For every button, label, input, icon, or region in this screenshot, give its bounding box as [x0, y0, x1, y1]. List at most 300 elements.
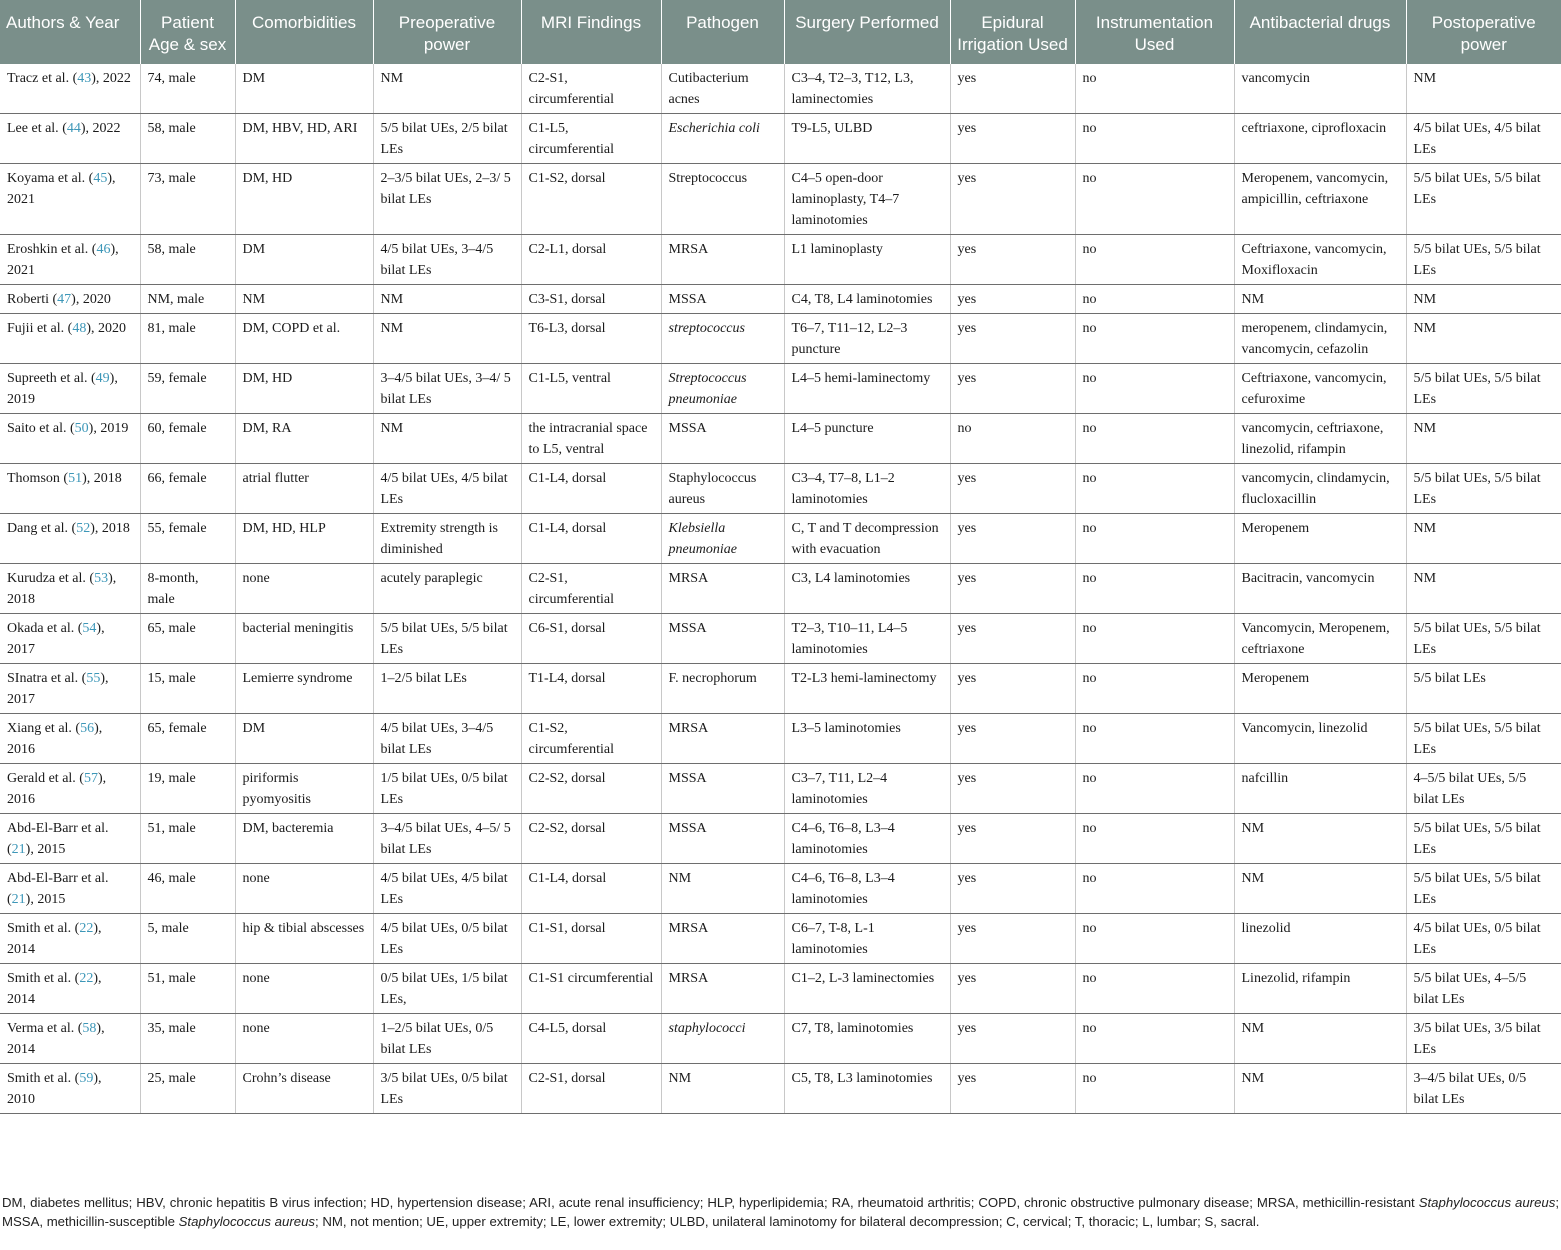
- publication-year: 2014: [7, 1042, 35, 1057]
- header-preoperative-power: Preoperative power: [373, 0, 521, 64]
- table-body: [0, 64, 1561, 1114]
- reference-link[interactable]: 52: [76, 521, 91, 536]
- author-name: Eroshkin et al.: [7, 242, 89, 257]
- cell-postoperative-power: 5/5 bilat UEs, 5/5 bilat LEs: [1406, 714, 1561, 764]
- table-row: [0, 114, 1561, 164]
- cell-epidural-irrigation: yes: [950, 235, 1075, 285]
- reference-link[interactable]: 49: [95, 371, 110, 386]
- cell-instrumentation: no: [1075, 764, 1234, 814]
- cell-age-sex: 81, male: [140, 314, 235, 364]
- reference-link[interactable]: 44: [66, 121, 81, 136]
- cell-preoperative-power: acutely paraplegic: [373, 564, 521, 614]
- cell-epidural-irrigation: yes: [950, 914, 1075, 964]
- cell-comorbidities: piriformis pyomyositis: [235, 764, 373, 814]
- cell-comorbidities: atrial flutter: [235, 464, 373, 514]
- reference-link[interactable]: 54: [82, 621, 97, 636]
- cell-antibacterial-drugs: Ceftriaxone, vancomycin, Moxifloxacin: [1234, 235, 1406, 285]
- cell-antibacterial-drugs: Vancomycin, Meropenem, ceftriaxone: [1234, 614, 1406, 664]
- cell-age-sex: 46, male: [140, 864, 235, 914]
- header-age-sex: Patient Age & sex: [140, 0, 235, 64]
- cell-comorbidities: DM, HD: [235, 164, 373, 235]
- cell-pathogen: MSSA: [661, 414, 784, 464]
- author-name: Gerald et al.: [7, 771, 76, 786]
- cell-mri-findings: C1-S1, dorsal: [521, 914, 661, 964]
- cell-authors-year: Kurudza et al. (53), 2018: [0, 564, 140, 614]
- cell-preoperative-power: 4/5 bilat UEs, 0/5 bilat LEs: [373, 914, 521, 964]
- publication-year: 2010: [7, 1092, 35, 1107]
- publication-year: 2015: [37, 892, 66, 907]
- cell-surgery-performed: T9-L5, ULBD: [784, 114, 950, 164]
- table-row: [0, 514, 1561, 564]
- cell-instrumentation: no: [1075, 285, 1234, 314]
- cell-instrumentation: no: [1075, 814, 1234, 864]
- publication-year: 2018: [101, 521, 130, 536]
- cell-preoperative-power: 3–4/5 bilat UEs, 4–5/ 5 bilat LEs: [373, 814, 521, 864]
- cell-antibacterial-drugs: NM: [1234, 864, 1406, 914]
- cell-postoperative-power: 5/5 bilat UEs, 5/5 bilat LEs: [1406, 164, 1561, 235]
- cell-instrumentation: no: [1075, 864, 1234, 914]
- cell-comorbidities: DM, HD: [235, 364, 373, 414]
- cell-postoperative-power: NM: [1406, 564, 1561, 614]
- cell-epidural-irrigation: yes: [950, 664, 1075, 714]
- cell-authors-year: Roberti (47), 2020: [0, 285, 140, 314]
- cell-epidural-irrigation: yes: [950, 714, 1075, 764]
- cell-preoperative-power: 0/5 bilat UEs, 1/5 bilat LEs,: [373, 964, 521, 1014]
- reference-link[interactable]: 57: [83, 771, 98, 786]
- cell-antibacterial-drugs: vancomycin, ceftriaxone, linezolid, rifampin: [1234, 414, 1406, 464]
- cell-mri-findings: C6-S1, dorsal: [521, 614, 661, 664]
- cell-pathogen: Streptococcus: [661, 164, 784, 235]
- reference-link[interactable]: 21: [11, 842, 26, 857]
- table-footnote: [0, 1193, 1561, 1231]
- cell-mri-findings: C2-S1, dorsal: [521, 1064, 661, 1114]
- cell-instrumentation: no: [1075, 364, 1234, 414]
- cell-comorbidities: Lemierre syndrome: [235, 664, 373, 714]
- reference-link[interactable]: 51: [68, 471, 83, 486]
- cell-postoperative-power: 5/5 bilat LEs: [1406, 664, 1561, 714]
- cell-mri-findings: C2-S2, dorsal: [521, 764, 661, 814]
- cell-surgery-performed: C, T and T decompression with evacuation: [784, 514, 950, 564]
- cell-authors-year: Smith et al. (22), 2014: [0, 914, 140, 964]
- cell-mri-findings: C2-S1, circumferential: [521, 64, 661, 114]
- cell-comorbidities: DM: [235, 235, 373, 285]
- table-row: [0, 314, 1561, 364]
- author-name: Abd-El-Barr et al.: [7, 821, 109, 836]
- cell-pathogen: MSSA: [661, 614, 784, 664]
- cell-age-sex: 59, female: [140, 364, 235, 414]
- reference-link[interactable]: 47: [57, 292, 72, 307]
- cell-postoperative-power: 5/5 bilat UEs, 4–5/5 bilat LEs: [1406, 964, 1561, 1014]
- cell-preoperative-power: NM: [373, 285, 521, 314]
- cell-age-sex: 65, female: [140, 714, 235, 764]
- cell-mri-findings: C1-S2, dorsal: [521, 164, 661, 235]
- cell-epidural-irrigation: yes: [950, 1064, 1075, 1114]
- cell-comorbidities: DM, bacteremia: [235, 814, 373, 864]
- cell-pathogen: F. necrophorum: [661, 664, 784, 714]
- author-name: Roberti: [7, 292, 49, 307]
- footnote-text-1: DM, diabetes mellitus; HBV, chronic hepatitis B virus infection; HD, hypertension disease; ARI, acute renal insufficiency; HLP, hyperlipidemia; RA, rheumatoid arthritis; COPD, chronic obstructive pulmonary disease; MRSA, methicillin-resistant: [2, 1195, 1419, 1210]
- cell-surgery-performed: L4–5 hemi-laminectomy: [784, 364, 950, 414]
- cell-pathogen: MRSA: [661, 235, 784, 285]
- table-row: [0, 814, 1561, 864]
- cell-surgery-performed: C3, L4 laminotomies: [784, 564, 950, 614]
- publication-year: 2014: [7, 942, 35, 957]
- cell-epidural-irrigation: yes: [950, 464, 1075, 514]
- cell-surgery-performed: C3–4, T7–8, L1–2 laminotomies: [784, 464, 950, 514]
- table-row: [0, 564, 1561, 614]
- cell-authors-year: Abd-El-Barr et al. (21), 2015: [0, 814, 140, 864]
- cell-pathogen: NM: [661, 1064, 784, 1114]
- cell-comorbidities: none: [235, 564, 373, 614]
- cell-instrumentation: no: [1075, 414, 1234, 464]
- cell-mri-findings: C2-S1, circumferential: [521, 564, 661, 614]
- cell-postoperative-power: 3–4/5 bilat UEs, 0/5 bilat LEs: [1406, 1064, 1561, 1114]
- cell-age-sex: 15, male: [140, 664, 235, 714]
- cell-preoperative-power: 2–3/5 bilat UEs, 2–3/ 5 bilat LEs: [373, 164, 521, 235]
- cell-authors-year: Abd-El-Barr et al. (21), 2015: [0, 864, 140, 914]
- cell-postoperative-power: NM: [1406, 285, 1561, 314]
- cell-comorbidities: DM, HD, HLP: [235, 514, 373, 564]
- cell-surgery-performed: C7, T8, laminotomies: [784, 1014, 950, 1064]
- table-row: [0, 1014, 1561, 1064]
- cell-comorbidities: DM: [235, 714, 373, 764]
- cell-authors-year: Smith et al. (22), 2014: [0, 964, 140, 1014]
- cell-pathogen: MRSA: [661, 714, 784, 764]
- cell-antibacterial-drugs: Linezolid, rifampin: [1234, 964, 1406, 1014]
- cell-epidural-irrigation: yes: [950, 814, 1075, 864]
- cell-pathogen: Escherichia coli: [661, 114, 784, 164]
- cell-surgery-performed: C5, T8, L3 laminotomies: [784, 1064, 950, 1114]
- cell-pathogen: streptococcus: [661, 314, 784, 364]
- cell-epidural-irrigation: yes: [950, 285, 1075, 314]
- cell-authors-year: Okada et al. (54), 2017: [0, 614, 140, 664]
- cell-instrumentation: no: [1075, 714, 1234, 764]
- cell-age-sex: NM, male: [140, 285, 235, 314]
- cell-instrumentation: no: [1075, 464, 1234, 514]
- cell-surgery-performed: L1 laminoplasty: [784, 235, 950, 285]
- cell-postoperative-power: 5/5 bilat UEs, 5/5 bilat LEs: [1406, 364, 1561, 414]
- cell-mri-findings: C4-L5, dorsal: [521, 1014, 661, 1064]
- cell-age-sex: 58, male: [140, 114, 235, 164]
- cell-authors-year: Verma et al. (58), 2014: [0, 1014, 140, 1064]
- cell-postoperative-power: NM: [1406, 64, 1561, 114]
- cell-age-sex: 51, male: [140, 814, 235, 864]
- table-row: [0, 1064, 1561, 1114]
- reference-link[interactable]: 22: [79, 921, 94, 936]
- cell-preoperative-power: 5/5 bilat UEs, 5/5 bilat LEs: [373, 614, 521, 664]
- publication-year: 2017: [7, 692, 35, 707]
- cell-age-sex: 19, male: [140, 764, 235, 814]
- cell-antibacterial-drugs: linezolid: [1234, 914, 1406, 964]
- cell-comorbidities: bacterial meningitis: [235, 614, 373, 664]
- header-mri-findings: MRI Findings: [521, 0, 661, 64]
- author-name: Dang et al.: [7, 521, 69, 536]
- cell-pathogen: MSSA: [661, 764, 784, 814]
- cell-authors-year: Smith et al. (59), 2010: [0, 1064, 140, 1114]
- cell-age-sex: 74, male: [140, 64, 235, 114]
- author-name: Saito et al.: [7, 421, 67, 436]
- cell-preoperative-power: 1–2/5 bilat LEs: [373, 664, 521, 714]
- cell-age-sex: 35, male: [140, 1014, 235, 1064]
- reference-link[interactable]: 43: [77, 71, 92, 86]
- table-row: [0, 914, 1561, 964]
- cell-mri-findings: C2-L1, dorsal: [521, 235, 661, 285]
- publication-year: 2022: [102, 71, 131, 86]
- cell-instrumentation: no: [1075, 564, 1234, 614]
- author-name: Okada et al.: [7, 621, 75, 636]
- cell-mri-findings: C1-L4, dorsal: [521, 864, 661, 914]
- cell-preoperative-power: 3/5 bilat UEs, 0/5 bilat LEs: [373, 1064, 521, 1114]
- cell-postoperative-power: 5/5 bilat UEs, 5/5 bilat LEs: [1406, 614, 1561, 664]
- cell-preoperative-power: 4/5 bilat UEs, 4/5 bilat LEs: [373, 864, 521, 914]
- cell-antibacterial-drugs: Meropenem: [1234, 514, 1406, 564]
- author-name: Koyama et al.: [7, 171, 86, 186]
- table-row: [0, 864, 1561, 914]
- author-name: SInatra et al.: [7, 671, 79, 686]
- author-name: Kurudza et al.: [7, 571, 86, 586]
- author-name: Supreeth et al.: [7, 371, 88, 386]
- cell-antibacterial-drugs: NM: [1234, 814, 1406, 864]
- cell-epidural-irrigation: yes: [950, 514, 1075, 564]
- cell-postoperative-power: 5/5 bilat UEs, 5/5 bilat LEs: [1406, 864, 1561, 914]
- cell-instrumentation: no: [1075, 1064, 1234, 1114]
- cell-antibacterial-drugs: vancomycin: [1234, 64, 1406, 114]
- publication-year: 2020: [82, 292, 111, 307]
- cell-comorbidities: hip & tibial abscesses: [235, 914, 373, 964]
- reference-link[interactable]: 58: [82, 1021, 97, 1036]
- cell-antibacterial-drugs: NM: [1234, 285, 1406, 314]
- cell-pathogen: Streptococcus pneumoniae: [661, 364, 784, 414]
- reference-link[interactable]: 22: [79, 971, 94, 986]
- cell-instrumentation: no: [1075, 114, 1234, 164]
- reference-link[interactable]: 53: [94, 571, 109, 586]
- cell-antibacterial-drugs: Bacitracin, vancomycin: [1234, 564, 1406, 614]
- header-postoperative-power: Postoperative power: [1406, 0, 1561, 64]
- cell-authors-year: Supreeth et al. (49), 2019: [0, 364, 140, 414]
- cell-comorbidities: DM: [235, 64, 373, 114]
- cell-epidural-irrigation: yes: [950, 314, 1075, 364]
- reference-link[interactable]: 55: [86, 671, 101, 686]
- cell-age-sex: 73, male: [140, 164, 235, 235]
- header-pathogen: Pathogen: [661, 0, 784, 64]
- cell-mri-findings: C1-S1 circumferential: [521, 964, 661, 1014]
- cell-preoperative-power: 4/5 bilat UEs, 3–4/5 bilat LEs: [373, 714, 521, 764]
- cell-postoperative-power: NM: [1406, 314, 1561, 364]
- cell-preoperative-power: 1/5 bilat UEs, 0/5 bilat LEs: [373, 764, 521, 814]
- author-name: Abd-El-Barr et al.: [7, 871, 109, 886]
- table-row: [0, 414, 1561, 464]
- cell-authors-year: Gerald et al. (57), 2016: [0, 764, 140, 814]
- author-name: Xiang et al.: [7, 721, 72, 736]
- cell-authors-year: Eroshkin et al. (46), 2021: [0, 235, 140, 285]
- publication-year: 2020: [98, 321, 127, 336]
- header-surgery-performed: Surgery Performed: [784, 0, 950, 64]
- cell-surgery-performed: T2–3, T10–11, L4–5 laminotomies: [784, 614, 950, 664]
- cell-pathogen: NM: [661, 864, 784, 914]
- cell-surgery-performed: C1–2, L-3 laminectomies: [784, 964, 950, 1014]
- cell-comorbidities: DM, COPD et al.: [235, 314, 373, 364]
- publication-year: 2022: [92, 121, 121, 136]
- cell-preoperative-power: 1–2/5 bilat UEs, 0/5 bilat LEs: [373, 1014, 521, 1064]
- cell-epidural-irrigation: yes: [950, 1014, 1075, 1064]
- cell-preoperative-power: NM: [373, 414, 521, 464]
- cell-antibacterial-drugs: nafcillin: [1234, 764, 1406, 814]
- cell-pathogen: MSSA: [661, 814, 784, 864]
- header-authors-year: Authors & Year: [0, 0, 140, 64]
- cell-mri-findings: C1-S2, circumferential: [521, 714, 661, 764]
- cell-instrumentation: no: [1075, 164, 1234, 235]
- cell-surgery-performed: C4–6, T6–8, L3–4 laminotomies: [784, 814, 950, 864]
- cell-surgery-performed: C4–5 open-door laminoplasty, T4–7 laminotomies: [784, 164, 950, 235]
- cell-surgery-performed: L4–5 puncture: [784, 414, 950, 464]
- cell-postoperative-power: 5/5 bilat UEs, 5/5 bilat LEs: [1406, 235, 1561, 285]
- cell-age-sex: 5, male: [140, 914, 235, 964]
- cell-pathogen: MRSA: [661, 914, 784, 964]
- publication-year: 2017: [7, 642, 35, 657]
- cell-mri-findings: T6-L3, dorsal: [521, 314, 661, 364]
- cell-mri-findings: the intracranial space to L5, ventral: [521, 414, 661, 464]
- cell-instrumentation: no: [1075, 514, 1234, 564]
- cell-preoperative-power: 4/5 bilat UEs, 3–4/5 bilat LEs: [373, 235, 521, 285]
- cell-preoperative-power: 4/5 bilat UEs, 4/5 bilat LEs: [373, 464, 521, 514]
- cell-antibacterial-drugs: Meropenem, vancomycin, ampicillin, ceftriaxone: [1234, 164, 1406, 235]
- table-row: [0, 614, 1561, 664]
- cell-pathogen: Klebsiella pneumoniae: [661, 514, 784, 564]
- cell-pathogen: staphylococci: [661, 1014, 784, 1064]
- cell-age-sex: 58, male: [140, 235, 235, 285]
- cell-preoperative-power: Extremity strength is diminished: [373, 514, 521, 564]
- reference-link[interactable]: 59: [79, 1071, 94, 1086]
- header-epidural-irrigation: Epidural Irrigation Used: [950, 0, 1075, 64]
- cell-epidural-irrigation: yes: [950, 164, 1075, 235]
- cell-postoperative-power: NM: [1406, 414, 1561, 464]
- cell-age-sex: 65, male: [140, 614, 235, 664]
- cell-age-sex: 25, male: [140, 1064, 235, 1114]
- table-row: [0, 164, 1561, 235]
- cell-mri-findings: T1-L4, dorsal: [521, 664, 661, 714]
- cell-postoperative-power: 4–5/5 bilat UEs, 5/5 bilat LEs: [1406, 764, 1561, 814]
- cell-authors-year: Lee et al. (44), 2022: [0, 114, 140, 164]
- cell-postoperative-power: 4/5 bilat UEs, 0/5 bilat LEs: [1406, 914, 1561, 964]
- cell-antibacterial-drugs: Ceftriaxone, vancomycin, cefuroxime: [1234, 364, 1406, 414]
- header-antibacterial-drugs: Antibacterial drugs: [1234, 0, 1406, 64]
- cell-authors-year: Dang et al. (52), 2018: [0, 514, 140, 564]
- cell-authors-year: Saito et al. (50), 2019: [0, 414, 140, 464]
- cell-postoperative-power: 3/5 bilat UEs, 3/5 bilat LEs: [1406, 1014, 1561, 1064]
- reference-link[interactable]: 50: [74, 421, 89, 436]
- cell-epidural-irrigation: yes: [950, 564, 1075, 614]
- publication-year: 2019: [100, 421, 129, 436]
- author-name: Smith et al.: [7, 971, 72, 986]
- cell-pathogen: Cutibacterium acnes: [661, 64, 784, 114]
- table-row: [0, 235, 1561, 285]
- table-row: [0, 464, 1561, 514]
- cell-postoperative-power: 5/5 bilat UEs, 5/5 bilat LEs: [1406, 464, 1561, 514]
- publication-year: 2021: [7, 263, 35, 278]
- reference-link[interactable]: 48: [72, 321, 87, 336]
- cell-surgery-performed: C3–7, T11, L2–4 laminotomies: [784, 764, 950, 814]
- publication-year: 2016: [7, 742, 35, 757]
- reference-link[interactable]: 45: [93, 171, 108, 186]
- cell-antibacterial-drugs: NM: [1234, 1014, 1406, 1064]
- cell-age-sex: 60, female: [140, 414, 235, 464]
- cell-instrumentation: no: [1075, 64, 1234, 114]
- header-comorbidities: Comorbidities: [235, 0, 373, 64]
- cell-antibacterial-drugs: Meropenem: [1234, 664, 1406, 714]
- author-name: Verma et al.: [7, 1021, 75, 1036]
- cell-instrumentation: no: [1075, 914, 1234, 964]
- cell-mri-findings: C3-S1, dorsal: [521, 285, 661, 314]
- cell-comorbidities: NM: [235, 285, 373, 314]
- cell-surgery-performed: C4, T8, L4 laminotomies: [784, 285, 950, 314]
- cell-instrumentation: no: [1075, 614, 1234, 664]
- footnote-text-2: ; MSSA, methicillin-susceptible: [2, 1195, 1560, 1229]
- author-name: Lee et al.: [7, 121, 59, 136]
- cell-antibacterial-drugs: ceftriaxone, ciprofloxacin: [1234, 114, 1406, 164]
- author-name: Thomson: [7, 471, 60, 486]
- author-name: Smith et al.: [7, 921, 72, 936]
- cell-pathogen: Staphylococcus aureus: [661, 464, 784, 514]
- cell-preoperative-power: NM: [373, 64, 521, 114]
- cell-epidural-irrigation: yes: [950, 764, 1075, 814]
- publication-year: 2016: [7, 792, 35, 807]
- cell-authors-year: Fujii et al. (48), 2020: [0, 314, 140, 364]
- table-header-row: [0, 0, 1561, 64]
- table-row: [0, 714, 1561, 764]
- cell-antibacterial-drugs: NM: [1234, 1064, 1406, 1114]
- cell-epidural-irrigation: yes: [950, 364, 1075, 414]
- table-row: [0, 285, 1561, 314]
- cell-comorbidities: DM, HBV, HD, ARI: [235, 114, 373, 164]
- table-row: [0, 664, 1561, 714]
- publication-year: 2021: [7, 192, 35, 207]
- table-row: [0, 64, 1561, 114]
- cell-instrumentation: no: [1075, 964, 1234, 1014]
- cell-epidural-irrigation: yes: [950, 964, 1075, 1014]
- reference-link[interactable]: 46: [96, 242, 111, 257]
- publication-year: 2018: [93, 471, 122, 486]
- cell-epidural-irrigation: yes: [950, 114, 1075, 164]
- cell-postoperative-power: NM: [1406, 514, 1561, 564]
- cell-surgery-performed: T6–7, T11–12, L2–3 puncture: [784, 314, 950, 364]
- reference-link[interactable]: 21: [11, 892, 26, 907]
- cell-pathogen: MRSA: [661, 564, 784, 614]
- cell-age-sex: 55, female: [140, 514, 235, 564]
- cell-epidural-irrigation: yes: [950, 864, 1075, 914]
- cell-authors-year: Tracz et al. (43), 2022: [0, 64, 140, 114]
- cell-instrumentation: no: [1075, 235, 1234, 285]
- cell-authors-year: SInatra et al. (55), 2017: [0, 664, 140, 714]
- cell-age-sex: 66, female: [140, 464, 235, 514]
- author-name: Fujii et al.: [7, 321, 65, 336]
- footnote-italic-1: Staphylococcus aureus: [1418, 1195, 1556, 1210]
- cell-surgery-performed: C4–6, T6–8, L3–4 laminotomies: [784, 864, 950, 914]
- table-row: [0, 964, 1561, 1014]
- table-row: [0, 364, 1561, 414]
- footnote-italic-2: Staphylococcus aureus: [178, 1214, 315, 1229]
- cell-authors-year: Thomson (51), 2018: [0, 464, 140, 514]
- cell-comorbidities: none: [235, 864, 373, 914]
- author-name: Smith et al.: [7, 1071, 72, 1086]
- cell-postoperative-power: 5/5 bilat UEs, 5/5 bilat LEs: [1406, 814, 1561, 864]
- cell-instrumentation: no: [1075, 314, 1234, 364]
- reference-link[interactable]: 56: [80, 721, 95, 736]
- footnote-text-3: ; NM, not mention; UE, upper extremity; LE, lower extremity; ULBD, unilateral laminotomy for bilateral decompression; C, cervical; T, thoracic; L, lumbar; S, sacral.: [315, 1214, 1260, 1229]
- table-row: [0, 764, 1561, 814]
- cell-pathogen: MSSA: [661, 285, 784, 314]
- cell-mri-findings: C1-L5, circumferential: [521, 114, 661, 164]
- cell-comorbidities: Crohn’s disease: [235, 1064, 373, 1114]
